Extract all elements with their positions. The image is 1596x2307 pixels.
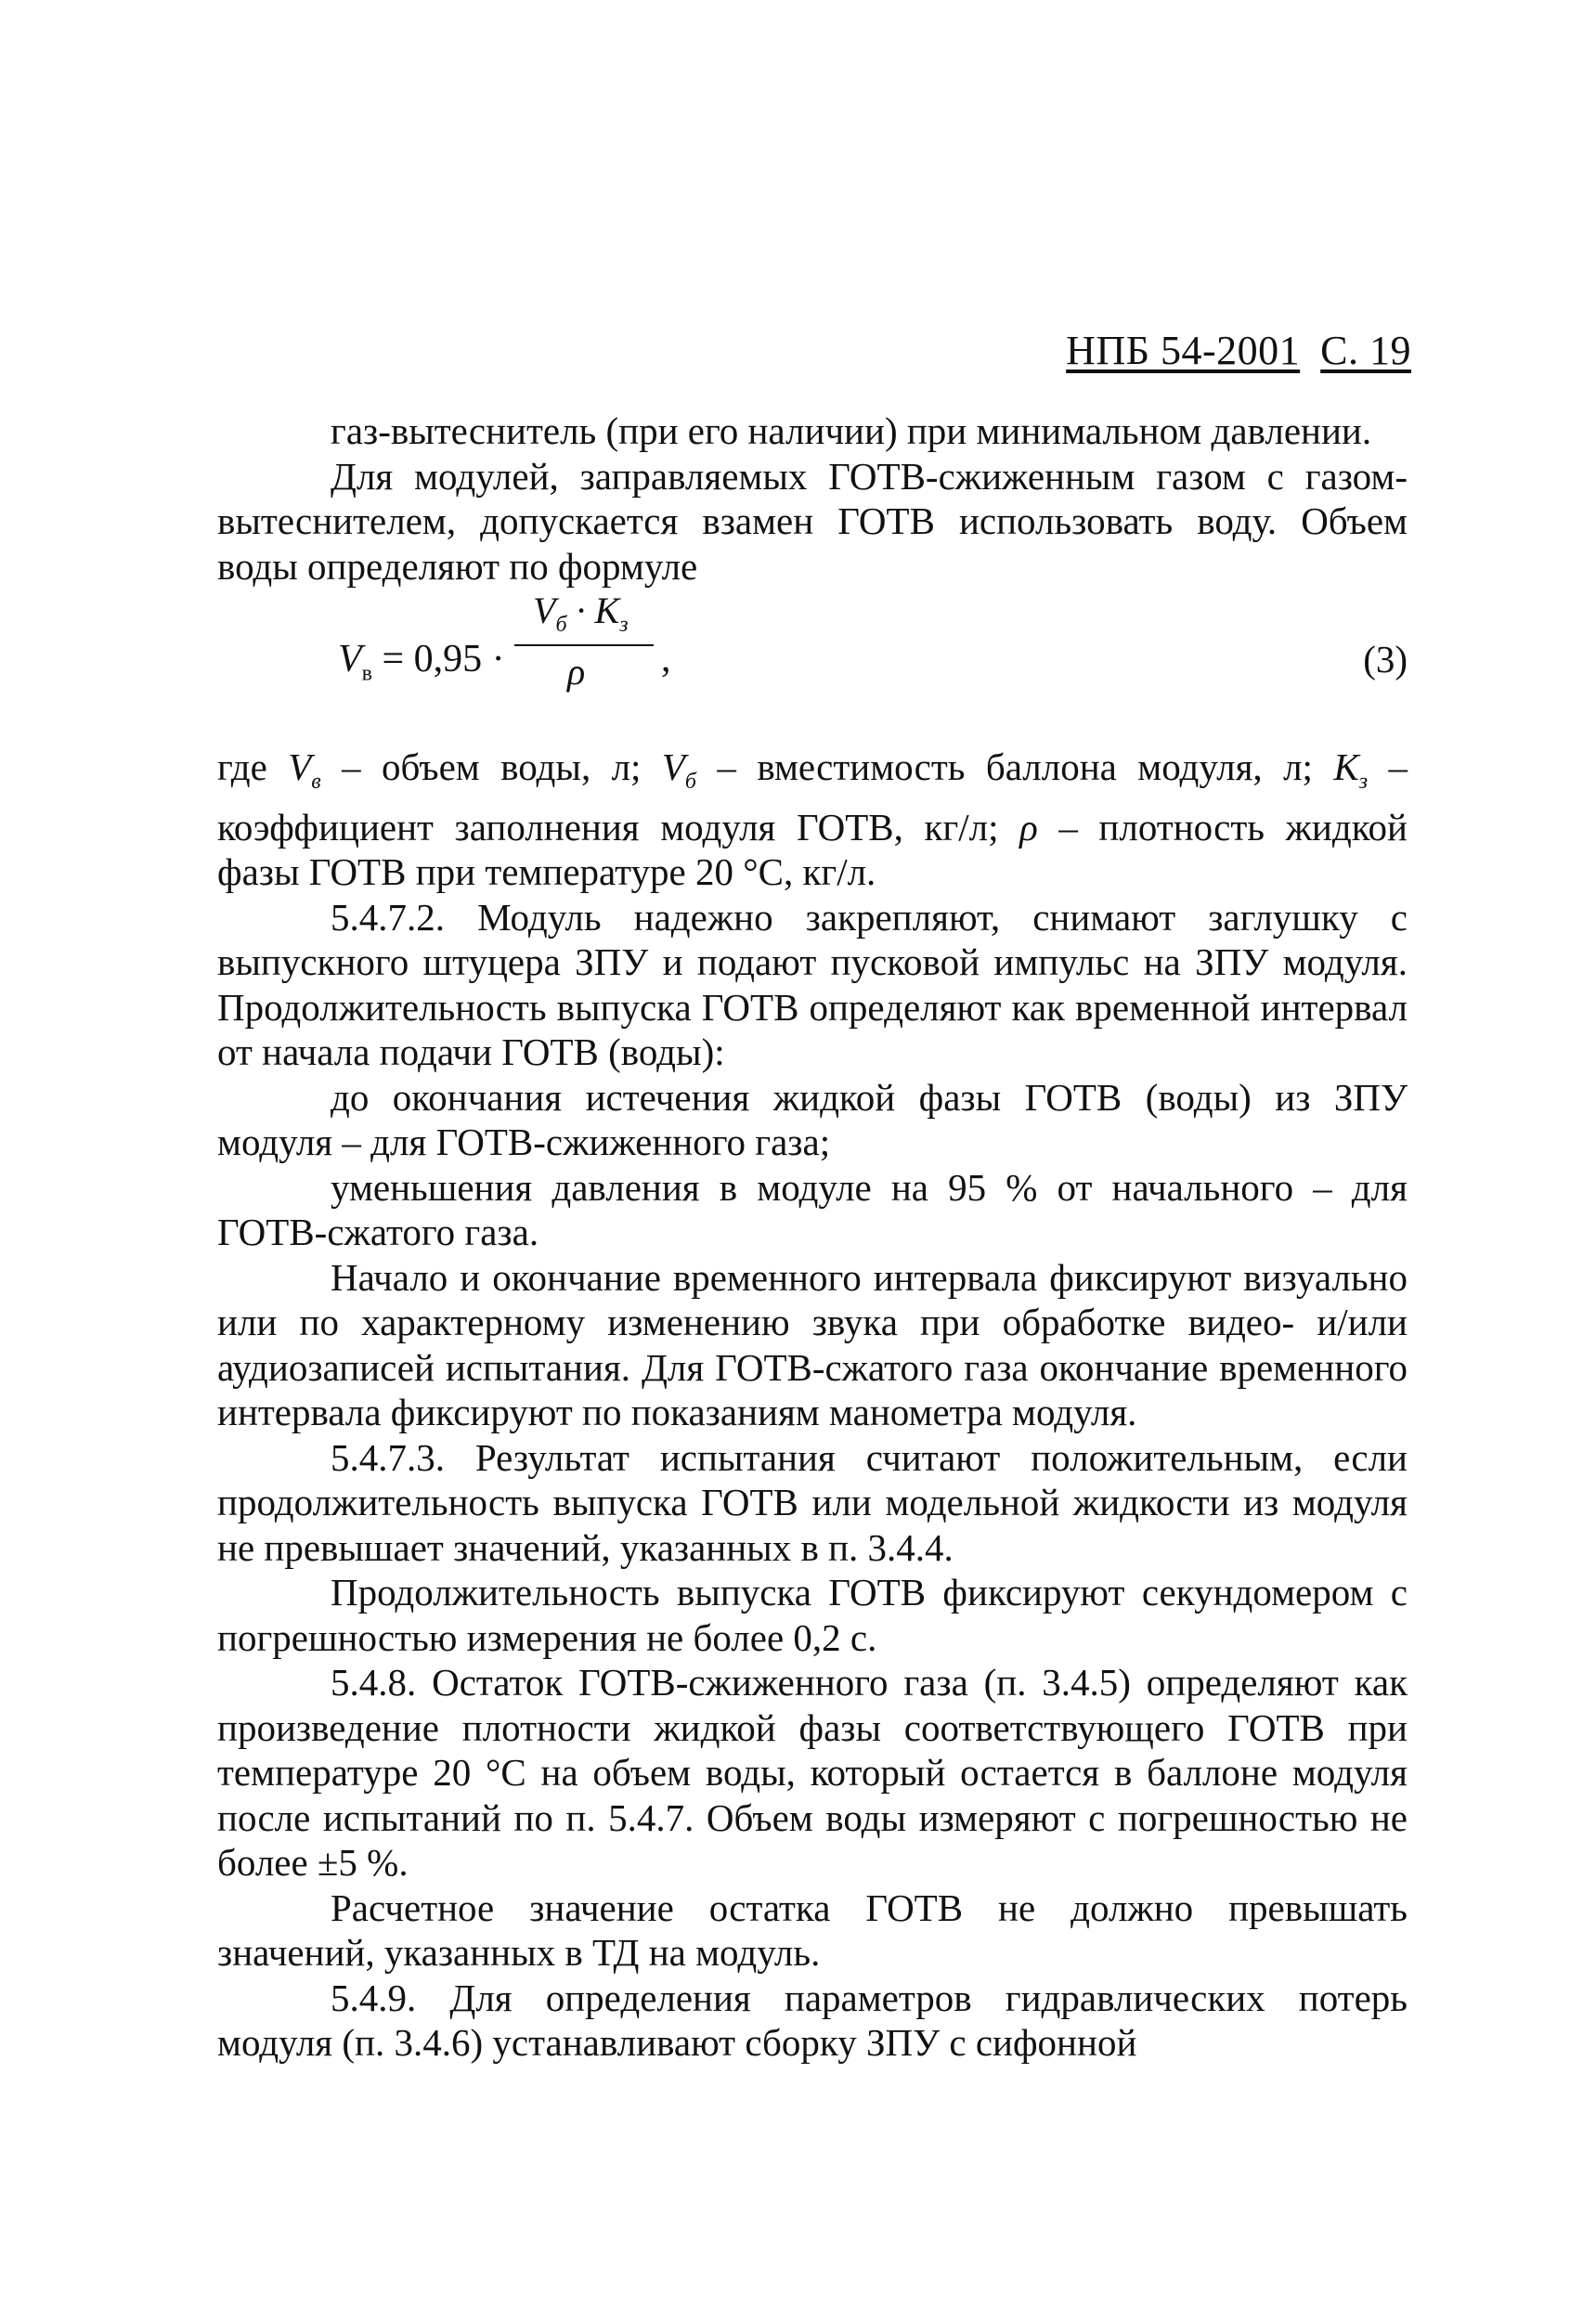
paragraph-continuation bbox=[217, 408, 1408, 454]
paragraph-where: где $V_в$ – объем воды, л; $V_б$ – вместимость баллона модуля, л; $K_з$ – коэффициент заполнения модуля ГОТВ, кг/л; ρ – плотность жидкой фазы ГОТВ при температуре 20 °С, кг/л. bbox=[217, 745, 1408, 894]
paragraph-text: газ-вытеснитель (при его наличии) при минимальном давлении. bbox=[331, 409, 1372, 452]
equation-number: (3) bbox=[1363, 638, 1408, 680]
paragraph-water-volume bbox=[217, 454, 1408, 590]
page-header bbox=[1066, 327, 1411, 374]
paragraph-interval: Начало и окончание временного интервала фиксируют визуально или по характерному изменению звука при обработке видео- и/или аудиозаписей испытания. Для ГОТВ-сжатого газа окончание временного интервала фиксируют по показаниям манометра модуля. bbox=[217, 1255, 1408, 1434]
paragraph-stopwatch: Продолжительность выпуска ГОТВ фиксируют секундомером с погрешностью измерения не более 0,2 с. bbox=[217, 1571, 1408, 1659]
formula-comma: , bbox=[661, 638, 671, 680]
fraction-line bbox=[514, 644, 654, 646]
formula-numerator: $V_б \cdot K_з$ bbox=[533, 590, 629, 637]
document-number: НПБ 54-2001 bbox=[1066, 328, 1301, 373]
page-number: С. 19 bbox=[1320, 328, 1411, 373]
paragraph-liquefied-gas: до окончания истечения жидкой фазы ГОТВ (воды) из ЗПУ модуля – для ГОТВ-сжиженного газа; bbox=[217, 1075, 1408, 1164]
paragraph-text: Для модулей, заправляемых ГОТВ-сжиженным газом с газом-вытеснителем, допускается взамен ГОТВ использовать воду. Объем воды определяют по формуле bbox=[217, 454, 1408, 588]
document-body bbox=[217, 408, 1408, 2066]
paragraph-residual: Расчетное значение остатка ГОТВ не должно превышать значений, указанных в ТД на модуль. bbox=[217, 1886, 1408, 1975]
paragraph-5-4-9: 5.4.9. Для определения параметров гидравлических потерь модуля (п. 3.4.6) устанавливают сборку ЗПУ с сифонной bbox=[217, 1976, 1408, 2065]
paragraph-5-4-7-2: 5.4.7.2. Модуль надежно закрепляют, снимают заглушку с выпускного штуцера ЗПУ и подают пусковой импульс на ЗПУ модуля. Продолжительность выпуска ГОТВ определяют как временной интервал от начала подачи ГОТВ (воды): bbox=[217, 895, 1408, 1074]
formula-3 bbox=[217, 589, 1408, 745]
formula-denominator: ρ bbox=[567, 651, 586, 693]
paragraph-5-4-8: 5.4.8. Остаток ГОТВ-сжиженного газа (п. 3.4.5) определяют как произведение плотности жидкой фазы соответствующего ГОТВ при температуре 20 °С на объем воды, который остается в баллоне модуля после испытаний по п. 5.4.7. Объем воды измеряют с погрешностью не более ±5 %. bbox=[217, 1661, 1408, 1885]
paragraph-compressed-gas: уменьшения давления в модуле на 95 % от начального – для ГОТВ-сжатого газа. bbox=[217, 1165, 1408, 1254]
formula-lhs: $V_в = 0,95$ · bbox=[338, 638, 505, 686]
paragraph-5-4-7-3: 5.4.7.3. Результат испытания считают положительным, если продолжительность выпуска ГОТВ или модельной жидкости из модуля не превышает значений, указанных в п. 3.4.4. bbox=[217, 1435, 1408, 1569]
